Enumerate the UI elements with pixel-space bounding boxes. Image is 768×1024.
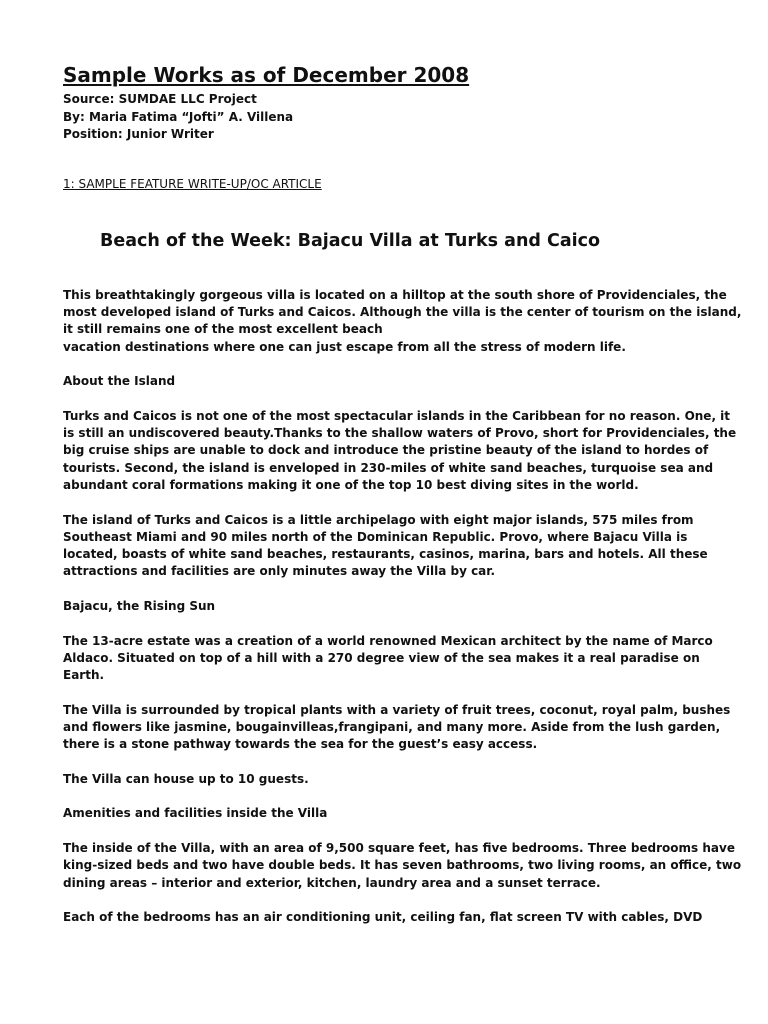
paragraph-line: located, boasts of white sand beaches, restaurants, casinos, marina, bars and hotels. All these (63, 546, 708, 561)
paragraph-line: it still remains one of the most excellent beach (63, 322, 383, 337)
paragraph-line: Southeast Miami and 90 miles north of the Dominican Republic. Provo, where Bajacu Villa is (63, 529, 688, 544)
intro-paragraph (63, 287, 742, 356)
paragraph-line: most developed island of Turks and Caicos. Although the villa is the center of tourism on the island, (63, 305, 742, 320)
about-island-heading: About the Island (63, 374, 176, 389)
paragraph-line: tourists. Second, the island is enveloped in 230-miles of white sand beaches, turquoise sea and (63, 460, 714, 475)
author-line: By: Maria Fatima “Jofti” A. Villena (63, 109, 294, 124)
paragraph-line: Each of the bedrooms has an air conditioning unit, ceiling fan, flat screen TV with cables, DVD (63, 910, 703, 925)
paragraph-line: king-sized beds and two have double beds. It has seven bathrooms, two living rooms, an office, two (63, 858, 742, 873)
bajacu-paragraph-3 (63, 771, 713, 788)
paragraph-line: The Villa is surrounded by tropical plants with a variety of fruit trees, coconut, royal palm, bushes (63, 702, 731, 717)
paragraph-line: Earth. (63, 667, 105, 682)
document-title: Sample Works as of December 2008 (63, 63, 470, 87)
about-island-paragraph-2 (63, 512, 713, 581)
paragraph-line: Aldaco. Situated on top of a hill with a 270 degree view of the sea makes it a real paradise on (63, 650, 700, 665)
bajacu-paragraph-1 (63, 633, 713, 685)
article-title: Beach of the Week: Bajacu Villa at Turks and Caico (100, 231, 601, 251)
paragraph-line: there is a stone pathway towards the sea for the guest’s easy access. (63, 737, 538, 752)
paragraph-line: and flowers like jasmine, bougainvilleas,frangipani, and many more. Aside from the lush garden, (63, 719, 721, 734)
bajacu-heading: Bajacu, the Rising Sun (63, 598, 216, 613)
paragraph-line: The Villa can house up to 10 guests. (63, 771, 309, 786)
source-line: Source: SUMDAE LLC Project (63, 92, 257, 106)
paragraph-line: is still an undiscovered beauty.Thanks to the shallow waters of Provo, short for Providenciales, the (63, 426, 737, 441)
amenities-paragraph-1 (63, 840, 742, 892)
paragraph-line: Turks and Caicos is not one of the most spectacular islands in the Caribbean for no reason. One, it (63, 409, 731, 424)
paragraph-line: vacation destinations where one can just escape from all the stress of modern life. (63, 339, 626, 354)
amenities-heading: Amenities and facilities inside the Villa (63, 806, 328, 821)
paragraph-line: dining areas – interior and exterior, kitchen, laundry area and a sunset terrace. (63, 875, 601, 890)
document-meta (63, 91, 293, 144)
bajacu-paragraph-2 (63, 702, 731, 754)
paragraph-line: attractions and facilities are only minutes away the Villa by car. (63, 564, 496, 579)
paragraph-line: The inside of the Villa, with an area of 9,500 square feet, has five bedrooms. Three bedrooms have (63, 841, 735, 856)
paragraph-line: This breathtakingly gorgeous villa is located on a hilltop at the south shore of Providenciales, the (63, 288, 727, 302)
about-island-paragraph-1 (63, 408, 737, 494)
article-body (63, 287, 742, 944)
amenities-paragraph-2 (63, 909, 713, 926)
paragraph-line: abundant coral formations making it one of the top 10 best diving sites in the world. (63, 477, 639, 492)
paragraph-line: The 13-acre estate was a creation of a world renowned Mexican architect by the name of Marco (63, 633, 713, 648)
section-heading: 1: SAMPLE FEATURE WRITE-UP/OC ARTICLE (63, 177, 322, 191)
paragraph-line: The island of Turks and Caicos is a little archipelago with eight major islands, 575 miles from (63, 512, 694, 527)
paragraph-line: big cruise ships are unable to dock and introduce the pristine beauty of the island to hordes of (63, 443, 709, 458)
position-line: Position: Junior Writer (63, 127, 214, 141)
